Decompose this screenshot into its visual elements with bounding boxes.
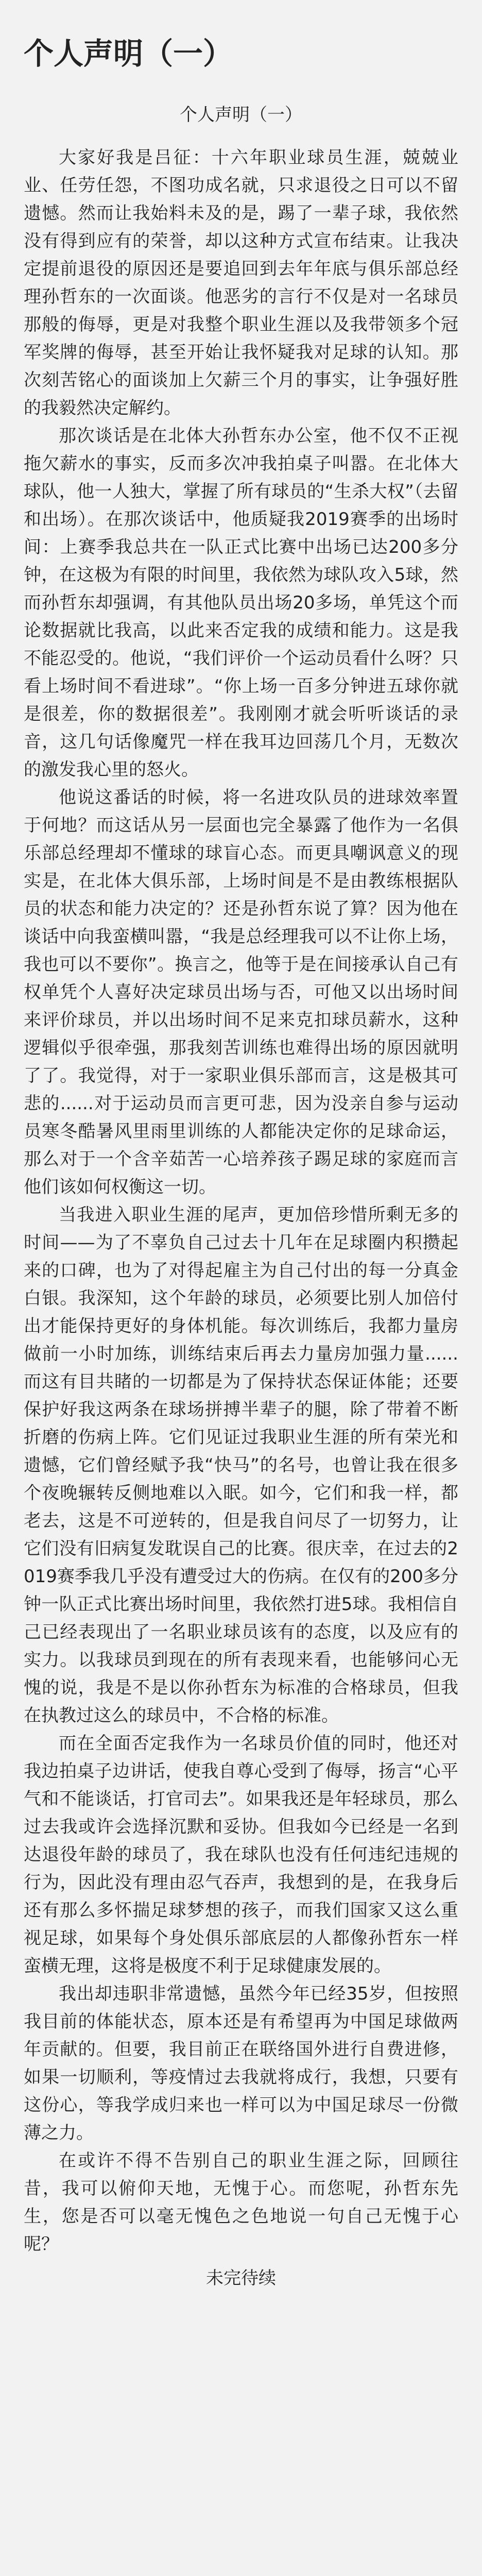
document-subtitle: 个人声明（一） xyxy=(180,104,302,125)
paragraph-2: 那次谈话是在北体大孙哲东办公室，他不仅不正视拖欠薪水的事实，反而多次冲我拍桌子叫嚣。在北体大球队，他一人独大，掌握了所有球员的“生杀大权”（去留和出场）。在那次谈话中，他质疑我2019赛季的出场时间：上赛季我总共在一队正式比赛中出场已达200多分钟，在这极为有限的时间里，我依然为球队攻入5球，然而孙哲东却强调，有其他队员出场20多场，单凭这个而论数据就比我高，以此来否定我的成绩和能力。这是我不能忍受的。他说，“我们评价一个运动员看什么呀？只看上场时间不看进球”。“你上场一百多分钟进五球你就是很差，你的数据很差”。我刚刚才就会听听谈话的录音，这几句话像魔咒一样在我耳边回荡几个月，无数次的激发我心里的怒火。 xyxy=(24,425,458,780)
to-be-continued: 未完待续 xyxy=(206,2267,276,2289)
paragraph-6: 我出却违职非常遗憾，虽然今年已经35岁，但按照我目前的体能状态，原本还是有希望再为中国足球做两年贡献的。但要，我目前正在联络国外进行自费进修，如果一切顺利，等疫情过去我就将成行，我想，只要有这份心，等我学成归来也一样可以为中国足球尽一份微薄之力。 xyxy=(24,1983,458,2143)
paragraph-4: 当我进入职业生涯的尾声，更加倍珍惜所剩无多的时间——为了不辜负自己过去十几年在足球圈内积攒起来的口碑，也为了对得起雇主为自己付出的每一分真金白银。我深知，这个年龄的球员，必须要比别人加倍付出才能保持更好的身体机能。每次训练后，我都力量房做前一小时加练，训练结束后再去力量房加强力量......而这有目共睹的一切都是为了保持状态保证体能；还要保护好我这两条在球场拼搏半辈子的腿，除了带着不断折磨的伤病上阵。它们见证过我职业生涯的所有荣光和遗憾，它们曾经赋予我“快马”的名号，也曾让我在很多个夜晚辗转反侧地难以入眠。如今，它们和我一样，都老去，这是不可逆转的，但是我自问尽了一切努力，让它们没有旧病复发耽误自己的比赛。很庆幸，在过去的2019赛季我几乎没有遭受过大的伤病。在仅有的200多分钟一队正式比赛出场时间里，我依然打进5球。我相信自己已经表现出了一名职业球员该有的态度，以及应有的实力。以我球员到现在的所有表现来看，也能够问心无愧的说，我是不是以你孙哲东为标准的合格球员，但我在执教过这么的球员中，不合格的标准。 xyxy=(24,1204,458,1726)
document-body xyxy=(24,144,458,2258)
paragraph-7: 在或许不得不告别自己的职业生涯之际，回顾往昔，我可以俯仰天地，无愧于心。而您呢，孙哲东先生，您是否可以毫无愧色之色地说一句自己无愧于心呢？ xyxy=(24,2150,458,2255)
paragraph-5: 而在全面否定我作为一名球员价值的同时，他还对我边拍桌子边讲话，使我自尊心受到了侮辱，扬言“心平气和不能谈话，打官司去”。如果我还是年轻球员，那么过去我或许会选择沉默和妥协。但我如今已经是一名到达退役年龄的球员了，我在球队也没有任何违纪违规的行为，因此没有理由忍气吞声，我想到的是，在我身后还有那么多怀揣足球梦想的孩子，而我们国家又这么重视足球，如果每个身处俱乐部底层的人都像孙哲东一样蛮横无理，这将是极度不利于足球健康发展的。 xyxy=(24,1733,458,1976)
page-title: 个人声明（一） xyxy=(24,36,233,71)
paragraph-3: 他说这番话的时候，将一名进攻队员的进球效率置于何地？而这话从另一层面也完全暴露了他作为一名俱乐部总经理却不懂球的球盲心态。而更具嘲讽意义的现实是，在北体大俱乐部，上场时间是不是由教练根据队员的状态和能力决定的？还是孙哲东说了算？因为他在谈话中向我蛮横叫嚣，“我是总经理我可以不让你上场，我也可以不要你”。换言之，他等于是在间接承认自己有权单凭个人喜好决定球员出场与否，可他又以出场时间来评价球员，并以出场时间不足来克扣球员薪水，这种逻辑似乎很牵强，那我刻苦训练也难得出场的原因就明了了。我觉得，对于一家职业俱乐部而言，这是极其可悲的......对于运动员而言更可悲，因为没亲自参与运动员寒冬酷暑风里雨里训练的人都能决定你的足球命运，那么对于一个含辛茹苦一心培养孩子踢足球的家庭而言他们该如何权衡这一切。 xyxy=(24,787,458,1197)
paragraph-1: 大家好我是吕征：十六年职业球员生涯，兢兢业业、任劳任怨，不图功成名就，只求退役之日可以不留遗憾。然而让我始料未及的是，踢了一辈子球，我依然没有得到应有的荣誉，却以这种方式宣布结束。让我决定提前退役的原因还是要追回到去年年底与俱乐部总经理孙哲东的一次面谈。他恶劣的言行不仅是对一名球员那般的侮辱，更是对我整个职业生涯以及我带领多个冠军奖牌的侮辱，甚至开始让我怀疑我对足球的认知。那次刻苦铭心的面谈加上欠薪三个月的事实，让争强好胜的我毅然决定解约。 xyxy=(24,147,458,418)
